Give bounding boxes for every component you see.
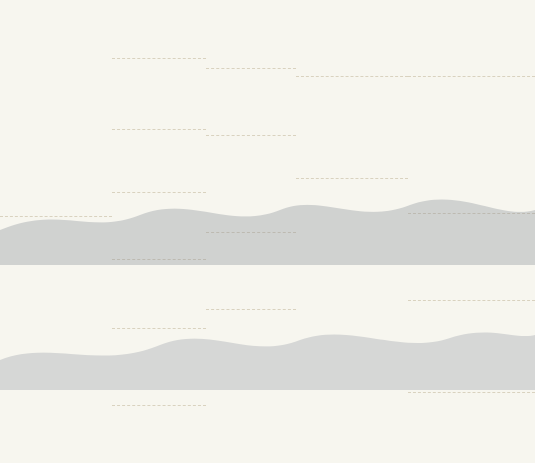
article-block bbox=[296, 77, 408, 179]
column-3 bbox=[206, 0, 296, 463]
article-block bbox=[206, 233, 296, 310]
article-block bbox=[206, 310, 296, 461]
article-block bbox=[296, 179, 408, 463]
article-block bbox=[0, 217, 112, 463]
column-1 bbox=[0, 0, 112, 463]
column-2 bbox=[112, 0, 206, 463]
article-block bbox=[112, 0, 206, 59]
article-block bbox=[112, 406, 206, 463]
column-5 bbox=[408, 0, 535, 463]
article-block bbox=[112, 193, 206, 260]
article-block bbox=[408, 77, 535, 214]
article-block bbox=[408, 214, 535, 301]
article-block bbox=[112, 260, 206, 329]
article-block bbox=[408, 301, 535, 393]
article-block bbox=[0, 0, 112, 217]
article-block bbox=[408, 0, 535, 77]
column-4 bbox=[296, 0, 408, 463]
article-block bbox=[206, 69, 296, 136]
article-block bbox=[112, 329, 206, 406]
article-block bbox=[206, 136, 296, 233]
article-block bbox=[112, 130, 206, 193]
article-block bbox=[112, 59, 206, 130]
article-block bbox=[206, 0, 296, 69]
article-block bbox=[408, 393, 535, 463]
article-block bbox=[296, 0, 408, 77]
